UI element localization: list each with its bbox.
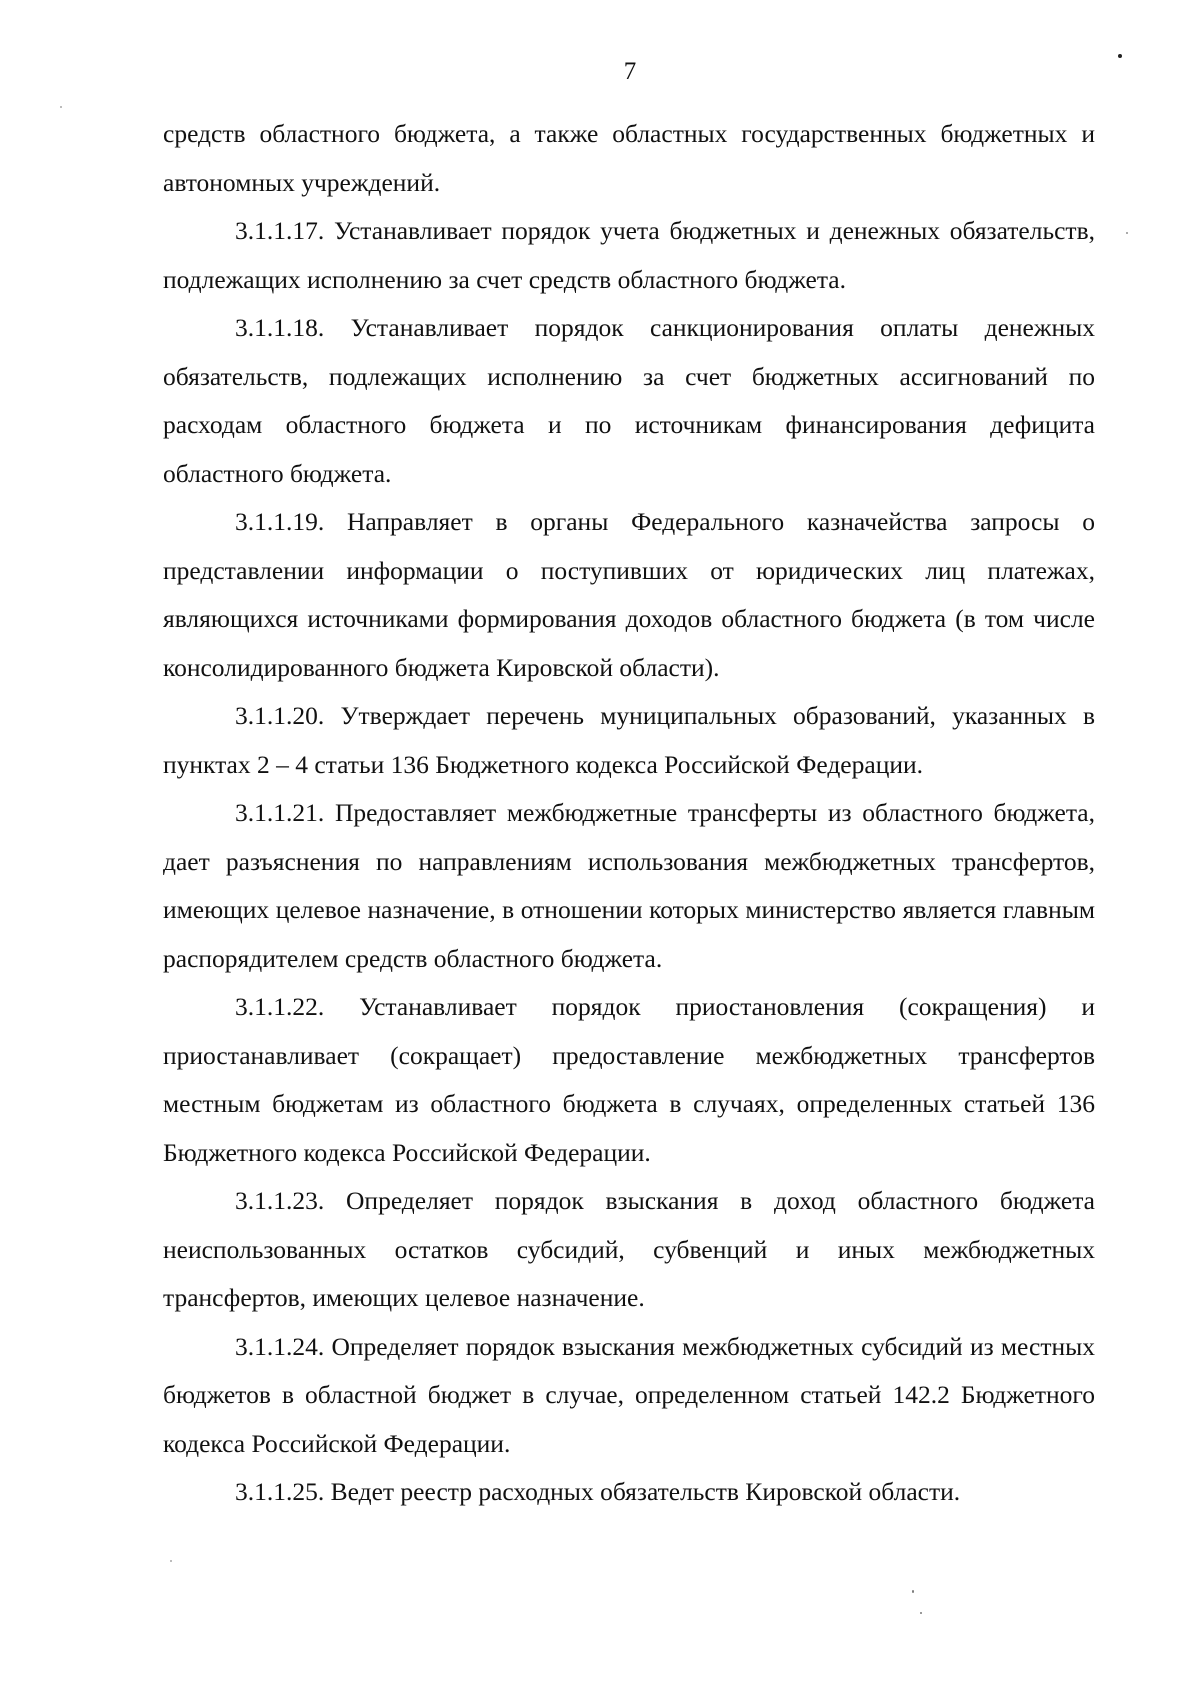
paragraph-3-1-1-21: 3.1.1.21. Предоставляет межбюджетные трансферты из областного бюджета, дает разъяснения по направлениям использования межбюджетных трансфертов, имеющих целевое назначение, в отношении которых министерство является главным распорядителем средств областного бюджета.	[163, 798, 1095, 973]
paragraph-3-1-1-19: 3.1.1.19. Направляет в органы Федерального казначейства запросы о представлении информации о поступивших от юридических лиц платежах, являющихся источниками формирования доходов областного бюджета (в том числе консолидированного бюджета Кировской области).	[163, 507, 1095, 682]
paragraph-3-1-1-18: 3.1.1.18. Устанавливает порядок санкционирования оплаты денежных обязательств, подлежащих исполнению за счет бюджетных ассигнований по расходам областного бюджета и по источникам финансирования дефицита областного бюджета.	[163, 313, 1095, 488]
scan-speck	[1118, 54, 1122, 58]
scan-speck	[912, 1590, 914, 1593]
paragraph-3-1-1-22: 3.1.1.22. Устанавливает порядок приостановления (сокращения) и приостанавливает (сокращает) предоставление межбюджетных трансфертов местным бюджетам из областного бюджета в случаях, определенных статьей 136 Бюджетного кодекса Российской Федерации.	[163, 992, 1095, 1167]
paragraph-3-1-1-17: 3.1.1.17. Устанавливает порядок учета бюджетных и денежных обязательств, подлежащих исполнению за счет средств областного бюджета.	[163, 216, 1095, 294]
paragraph-3-1-1-24: 3.1.1.24. Определяет порядок взыскания межбюджетных субсидий из местных бюджетов в областной бюджет в случае, определенном статьей 142.2 Бюджетного кодекса Российской Федерации.	[163, 1331, 1095, 1458]
paragraph-3-1-1-23: 3.1.1.23. Определяет порядок взыскания в доход областного бюджета неиспользованных остатков субсидий, субвенций и иных межбюджетных трансфертов, имеющих целевое назначение.	[163, 1186, 1095, 1312]
paragraph-3-1-1-25: 3.1.1.25. Ведет реестр расходных обязательств Кировской области.	[235, 1477, 961, 1506]
page-number: 7	[623, 58, 637, 85]
scan-speck	[920, 1612, 922, 1614]
document-body	[163, 110, 1095, 1517]
paragraph-3-1-1-20: 3.1.1.20. Утверждает перечень муниципальных образований, указанных в пунктах 2 – 4 статьи 136 Бюджетного кодекса Российской Федерации.	[163, 701, 1095, 779]
scan-speck	[170, 1560, 172, 1562]
scan-speck	[60, 106, 62, 108]
paragraph-continuation: средств областного бюджета, а также областных государственных бюджетных и автономных учреждений.	[163, 119, 1095, 197]
scan-speck	[1126, 232, 1128, 234]
